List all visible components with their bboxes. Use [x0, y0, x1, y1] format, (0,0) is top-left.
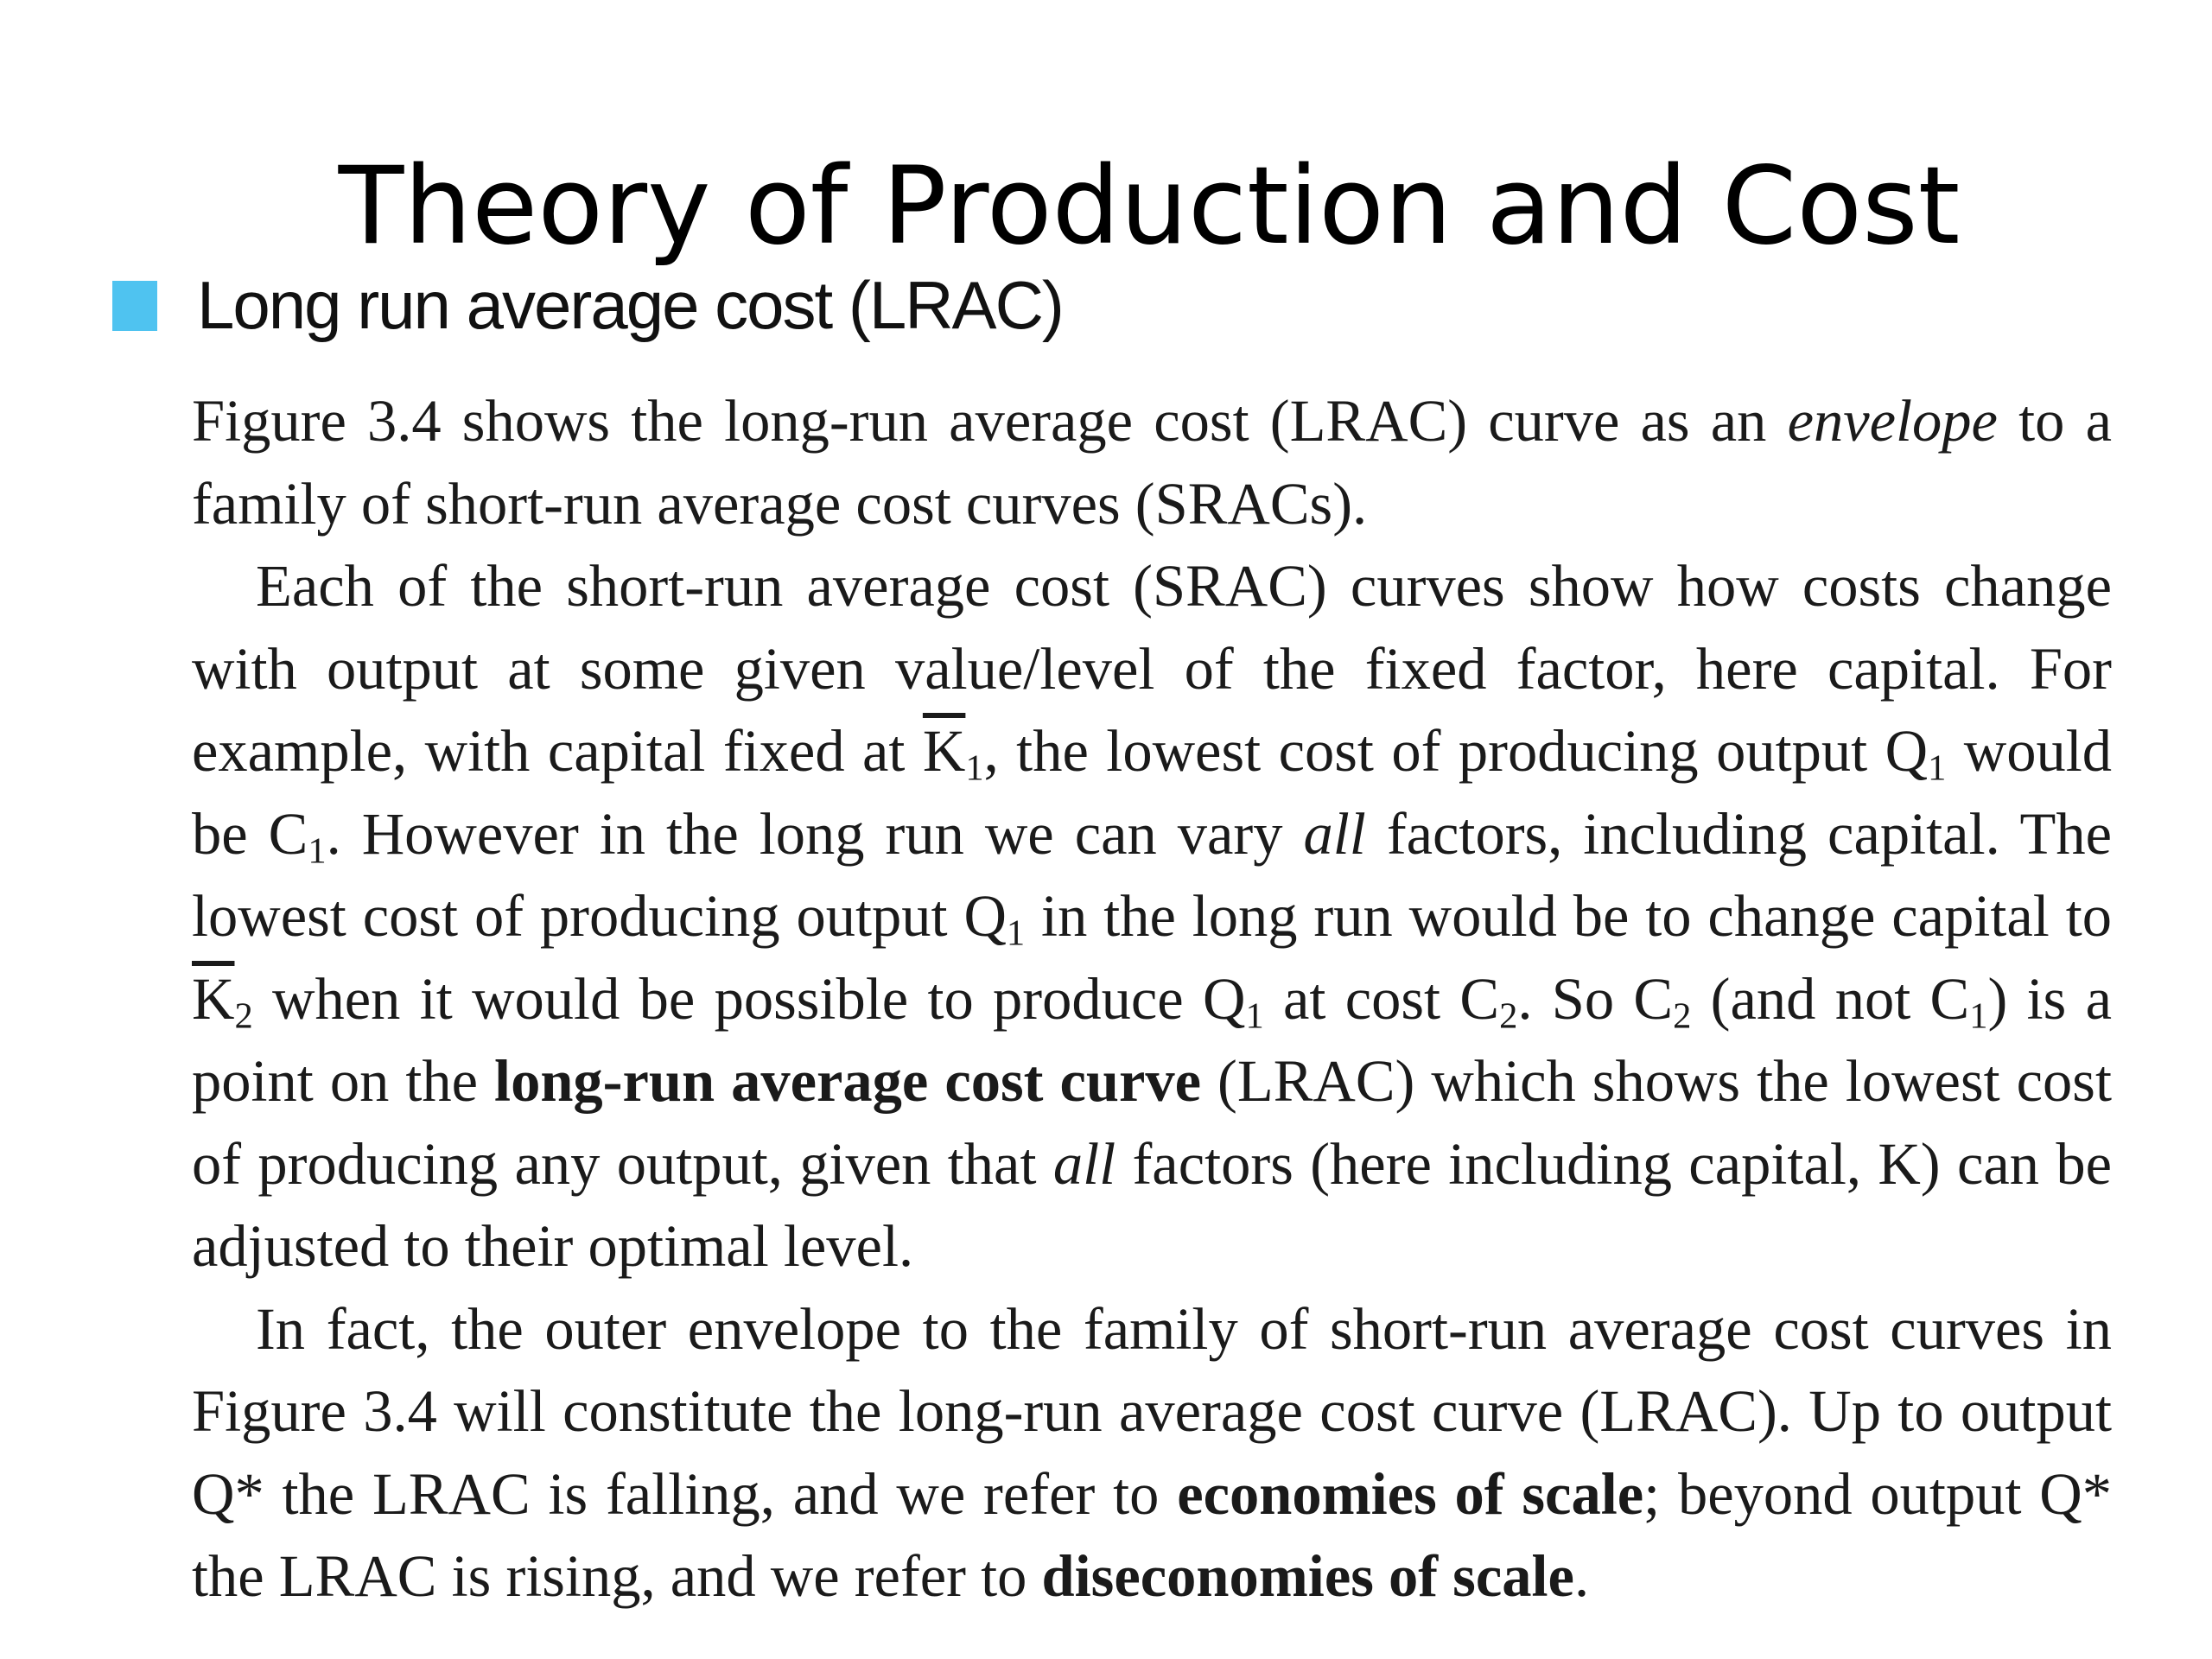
subscript: 1 — [1928, 747, 1947, 789]
p2-text: (LRAC) which shows the lowest cost of producing any output, given that — [192, 1048, 2112, 1197]
p2-text: at cost C — [1263, 965, 1500, 1032]
subscript: 2 — [234, 995, 253, 1037]
subscript: 1 — [308, 830, 327, 872]
paragraph-2 — [192, 545, 2112, 1288]
p1-emphasis: envelope — [1787, 388, 1998, 454]
term-economies-of-scale: economies of scale — [1177, 1460, 1644, 1527]
slide-title: Theory of Production and Cost — [338, 144, 1961, 270]
p3-text: . — [1573, 1543, 1590, 1609]
k-bar-symbol: $\overline{K}$ — [922, 718, 966, 784]
bullet-heading — [112, 266, 1063, 345]
p3-text: ; beyond output Q* the LRAC is rising, and we refer to — [192, 1460, 2113, 1609]
p2-text: factors (here including capital, K) can be adjusted to their optimal level. — [192, 1130, 2112, 1279]
subscript: 1 — [965, 747, 984, 789]
subscript: 1 — [1969, 995, 1988, 1037]
body-text — [192, 380, 2112, 1618]
bullet-text: Long run average cost (LRAC) — [197, 267, 1063, 343]
p2-text: would be C — [192, 718, 2113, 867]
p2-text: , the lowest cost of producing output Q — [983, 718, 1929, 784]
p1-text: to a family of short-run average cost curves (SRACs). — [192, 388, 2112, 537]
p2-text: when it would be possible to produce Q — [252, 965, 1246, 1032]
p2-emphasis: all — [1303, 800, 1366, 867]
p2-text: in the long run would be to change capital to — [1025, 883, 2112, 949]
paragraph-3 — [192, 1288, 2112, 1618]
p2-text: ) is a point on the — [192, 965, 2112, 1114]
subscript: 2 — [1673, 995, 1692, 1037]
subscript: 1 — [1006, 912, 1026, 954]
p3-text: In fact, the outer envelope to the family of short-run average cost curves in Figure 3.4 will constitute the long-run average cost curve (LRAC). Up to output Q* the LRAC is falling, and we refer to — [192, 1295, 2112, 1527]
p1-text: Figure 3.4 shows the long-run average cost (LRAC) curve as an — [192, 388, 1788, 454]
p2-text: . So C — [1517, 965, 1674, 1032]
p2-text: (and not C — [1691, 965, 1970, 1032]
term-diseconomies-of-scale: diseconomies of scale — [1041, 1543, 1574, 1609]
term-lrac-curve: long-run average cost curve — [494, 1048, 1202, 1114]
p2-text: Each of the short-run average cost (SRAC) curves show how costs change with output at some given value/level of the fixed factor, here capital. For example, with capital fixed at — [192, 553, 2112, 784]
bullet-square-icon — [112, 281, 157, 331]
subscript: 1 — [1245, 995, 1264, 1037]
p2-text: . However in the long run we can vary — [326, 800, 1304, 867]
subscript: 2 — [1499, 995, 1518, 1037]
p2-text: factors, including capital. The lowest cost of producing output Q — [192, 800, 2112, 949]
k-bar-symbol: $\overline{K}$ — [192, 965, 235, 1032]
paragraph-1 — [192, 380, 2112, 545]
p2-emphasis: all — [1052, 1130, 1116, 1197]
